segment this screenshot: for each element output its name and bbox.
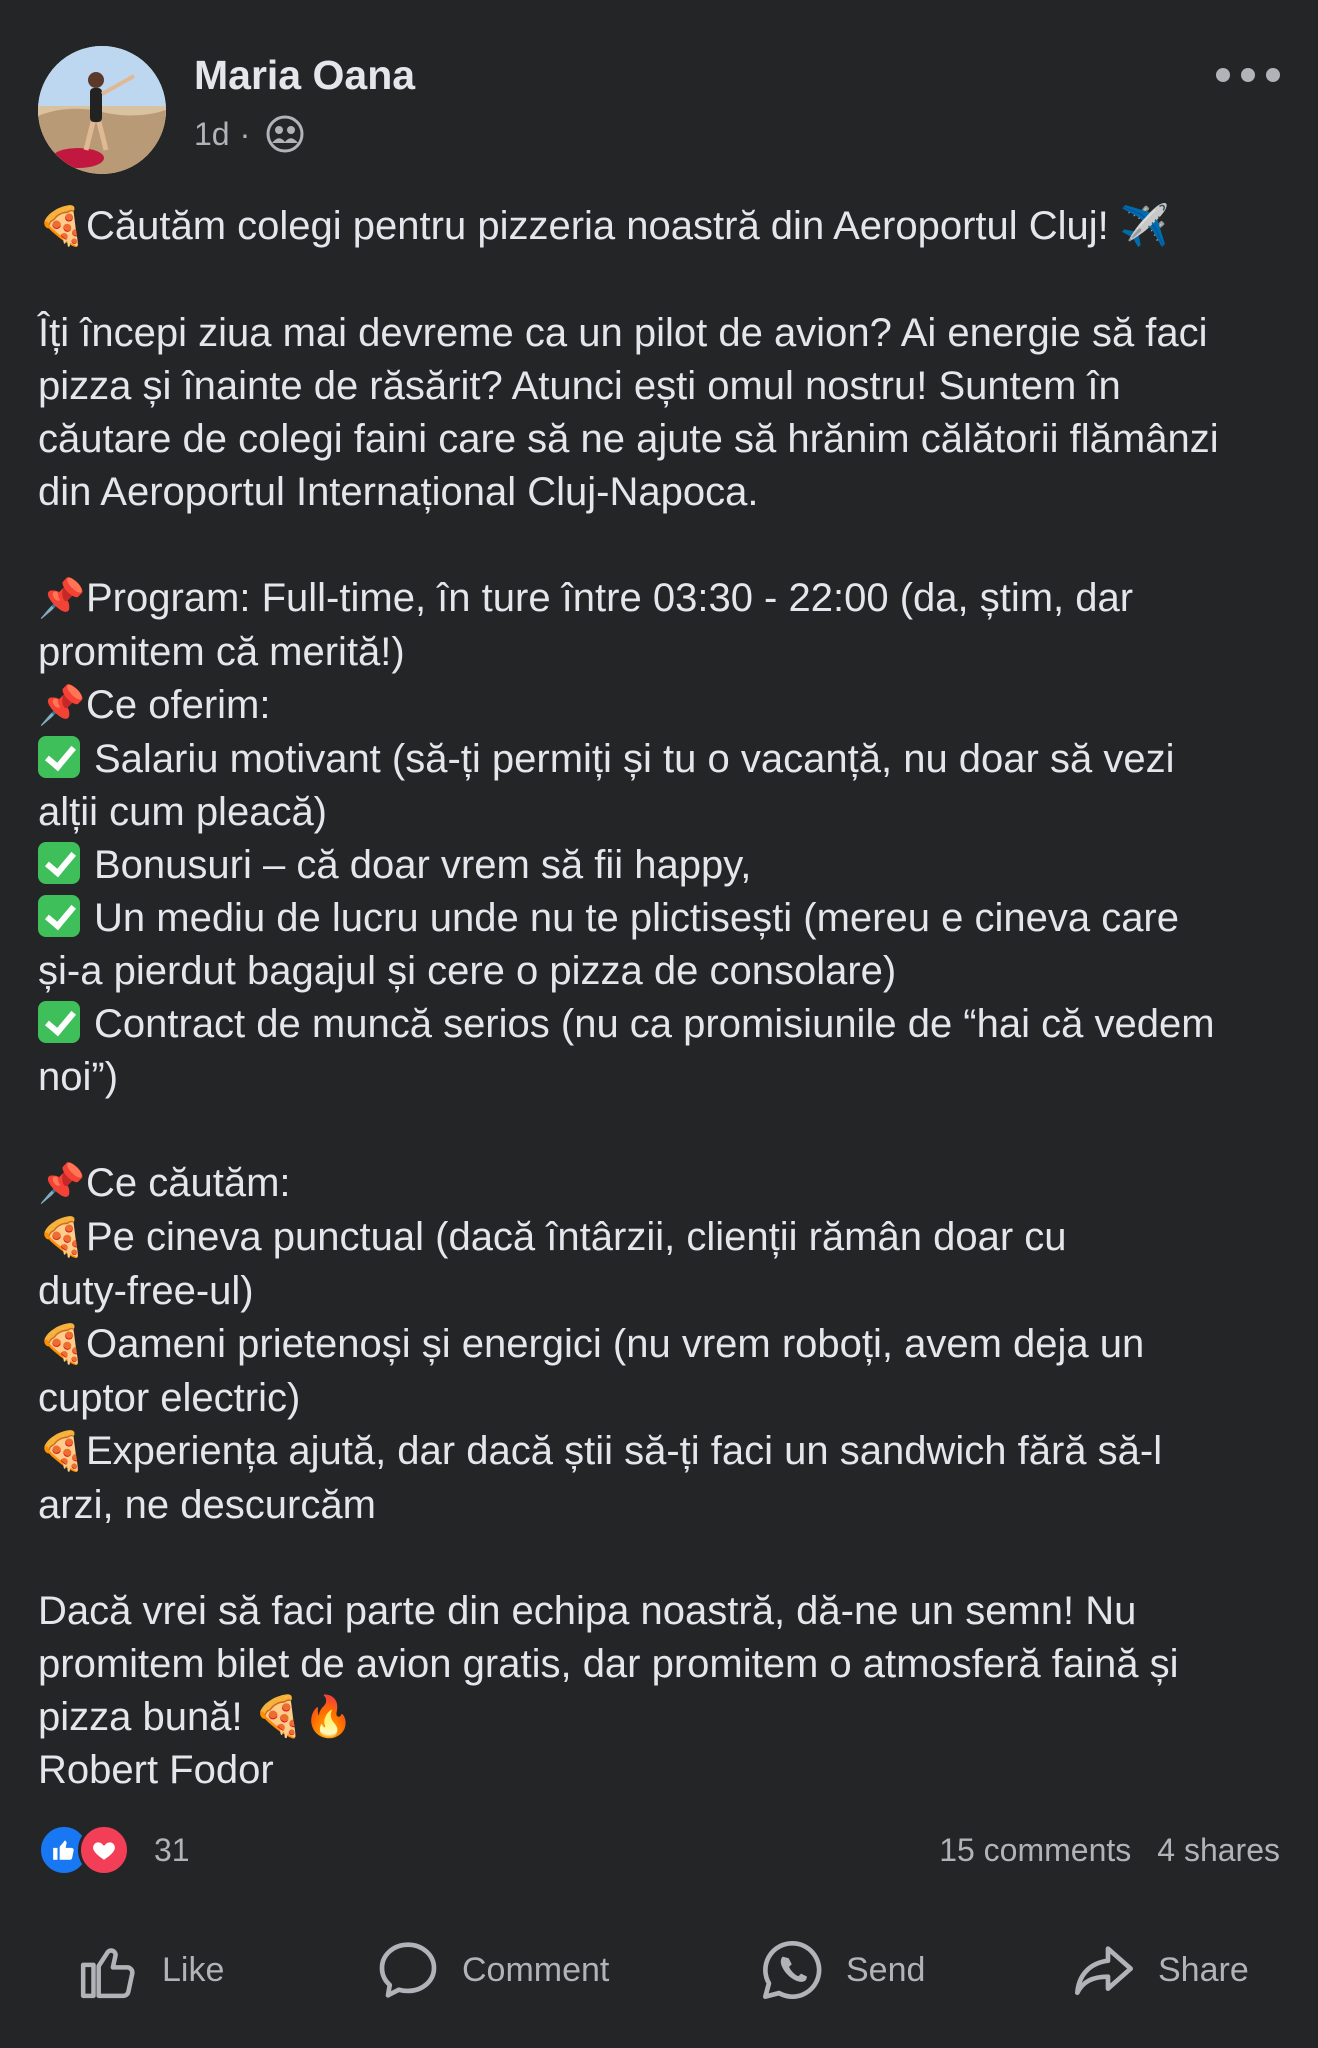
post-line: duty-free-ul)	[38, 1269, 254, 1313]
post-text: Ce căutăm:	[86, 1161, 291, 1205]
airplane-emoji: ✈️	[1119, 204, 1170, 248]
post-text: Salariu motivant (să-ți permiți și tu o vacanță, nu doar să vezi	[94, 737, 1175, 781]
post-meta	[194, 115, 304, 153]
more-dot	[1241, 68, 1255, 82]
post-line: și-a pierdut bagajul și cere o pizza de consolare)	[38, 949, 897, 993]
share-label: Share	[1158, 1950, 1249, 1989]
post-text: Contract de muncă serios (nu ca promisiunile de “hai că vedem	[94, 1002, 1215, 1046]
pizza-emoji: 🍕	[253, 1695, 304, 1739]
post-line	[38, 679, 1288, 733]
post-text: Oameni prietenoși și energici (nu vrem roboți, avem deja un	[86, 1322, 1145, 1366]
post-body	[38, 200, 1288, 1797]
more-dot	[1216, 68, 1230, 82]
post-line	[38, 1211, 1288, 1265]
love-reaction-icon	[78, 1824, 130, 1876]
post-text: Bonusuri – că doar vrem să fii happy,	[94, 843, 752, 887]
post-text: Un mediu de lucru unde nu te plictisești (mereu e cineva care	[94, 896, 1179, 940]
post-line	[38, 998, 1288, 1051]
friends-icon[interactable]	[266, 115, 304, 153]
share-button[interactable]	[1072, 1930, 1249, 2010]
check-icon	[38, 842, 80, 884]
meta-separator: ·	[239, 115, 251, 152]
post-line: pizza și înainte de răsărit? Atunci ești omul nostru! Suntem în	[38, 364, 1121, 408]
post-line: noi”)	[38, 1055, 119, 1099]
like-label: Like	[162, 1950, 225, 1989]
reaction-stats	[38, 1822, 1280, 1878]
more-dot	[1266, 68, 1280, 82]
check-icon	[38, 1001, 80, 1043]
like-button[interactable]	[78, 1930, 224, 2010]
post-text: pizza bună!	[38, 1695, 243, 1739]
pin-emoji: 📌	[38, 685, 86, 727]
post-line	[38, 839, 1288, 892]
pizza-emoji: 🍕	[38, 206, 86, 248]
post-line: căutare de colegi faini care să ne ajute să hrănim călătorii flămânzi	[38, 417, 1219, 461]
comment-label: Comment	[462, 1950, 610, 1989]
post-line: promitem bilet de avion gratis, dar promitem o atmosferă faină și	[38, 1642, 1179, 1686]
post-line: Îți începi ziua mai devreme ca un pilot de avion? Ai energie să faci	[38, 311, 1208, 355]
post-text: Experiența ajută, dar dacă știi să-ți faci un sandwich fără să-l	[86, 1429, 1163, 1473]
pin-emoji: 📌	[38, 1163, 86, 1205]
post-text: Ce oferim:	[86, 683, 271, 727]
comment-button[interactable]	[376, 1930, 609, 2010]
engagement-stats	[939, 1832, 1280, 1869]
comments-count[interactable]: 15 comments	[939, 1832, 1132, 1868]
send-label: Send	[846, 1950, 926, 1989]
thumbs-up-icon	[78, 1939, 140, 2001]
pizza-emoji: 🍕	[38, 1217, 86, 1259]
more-icon[interactable]	[1216, 60, 1280, 90]
post-text: Pe cineva punctual (dacă întârzii, clienții rămân doar cu	[86, 1215, 1067, 1259]
check-icon	[38, 736, 80, 778]
reactions[interactable]	[38, 1824, 148, 1876]
post-time[interactable]: 1d	[194, 115, 230, 152]
check-icon	[38, 895, 80, 937]
author-name[interactable]: Maria Oana	[194, 52, 416, 98]
comment-icon	[376, 1938, 440, 2002]
post-line	[38, 892, 1288, 945]
post-line	[38, 1691, 1288, 1744]
post-line: alții cum pleacă)	[38, 790, 328, 834]
send-button[interactable]	[760, 1930, 925, 2010]
whatsapp-icon	[760, 1938, 824, 2002]
post-line: cuptor electric)	[38, 1376, 301, 1420]
share-arrow-icon	[1072, 1938, 1136, 2002]
reaction-count[interactable]: 31	[154, 1832, 190, 1868]
post-text: Căutăm colegi pentru pizzeria noastră din Aeroportul Cluj!	[86, 204, 1109, 248]
post-line	[38, 733, 1288, 786]
pizza-emoji: 🍕	[38, 1324, 86, 1366]
action-bar	[0, 1930, 1318, 2010]
post-line	[38, 1318, 1288, 1372]
post-line: din Aeroportul Internațional Cluj-Napoca.	[38, 470, 759, 514]
post-header	[38, 42, 1280, 177]
post-line: Robert Fodor	[38, 1748, 274, 1792]
shares-count[interactable]: 4 shares	[1157, 1832, 1280, 1868]
pin-emoji: 📌	[38, 578, 86, 620]
post-line	[38, 200, 1288, 254]
post-line: promitem că merită!)	[38, 630, 405, 674]
post-line	[38, 1157, 1288, 1211]
post-line: arzi, ne descurcăm	[38, 1483, 376, 1527]
avatar-photo	[38, 46, 166, 174]
post-line	[38, 572, 1288, 626]
avatar[interactable]	[38, 46, 166, 174]
post-line	[38, 1425, 1288, 1479]
post-text: Program: Full-time, în ture între 03:30 - 22:00 (da, știm, dar	[86, 576, 1134, 620]
post-line: Dacă vrei să faci parte din echipa noastră, dă-ne un semn! Nu	[38, 1589, 1137, 1633]
pizza-emoji: 🍕	[38, 1431, 86, 1473]
fire-emoji: 🔥	[303, 1695, 354, 1739]
